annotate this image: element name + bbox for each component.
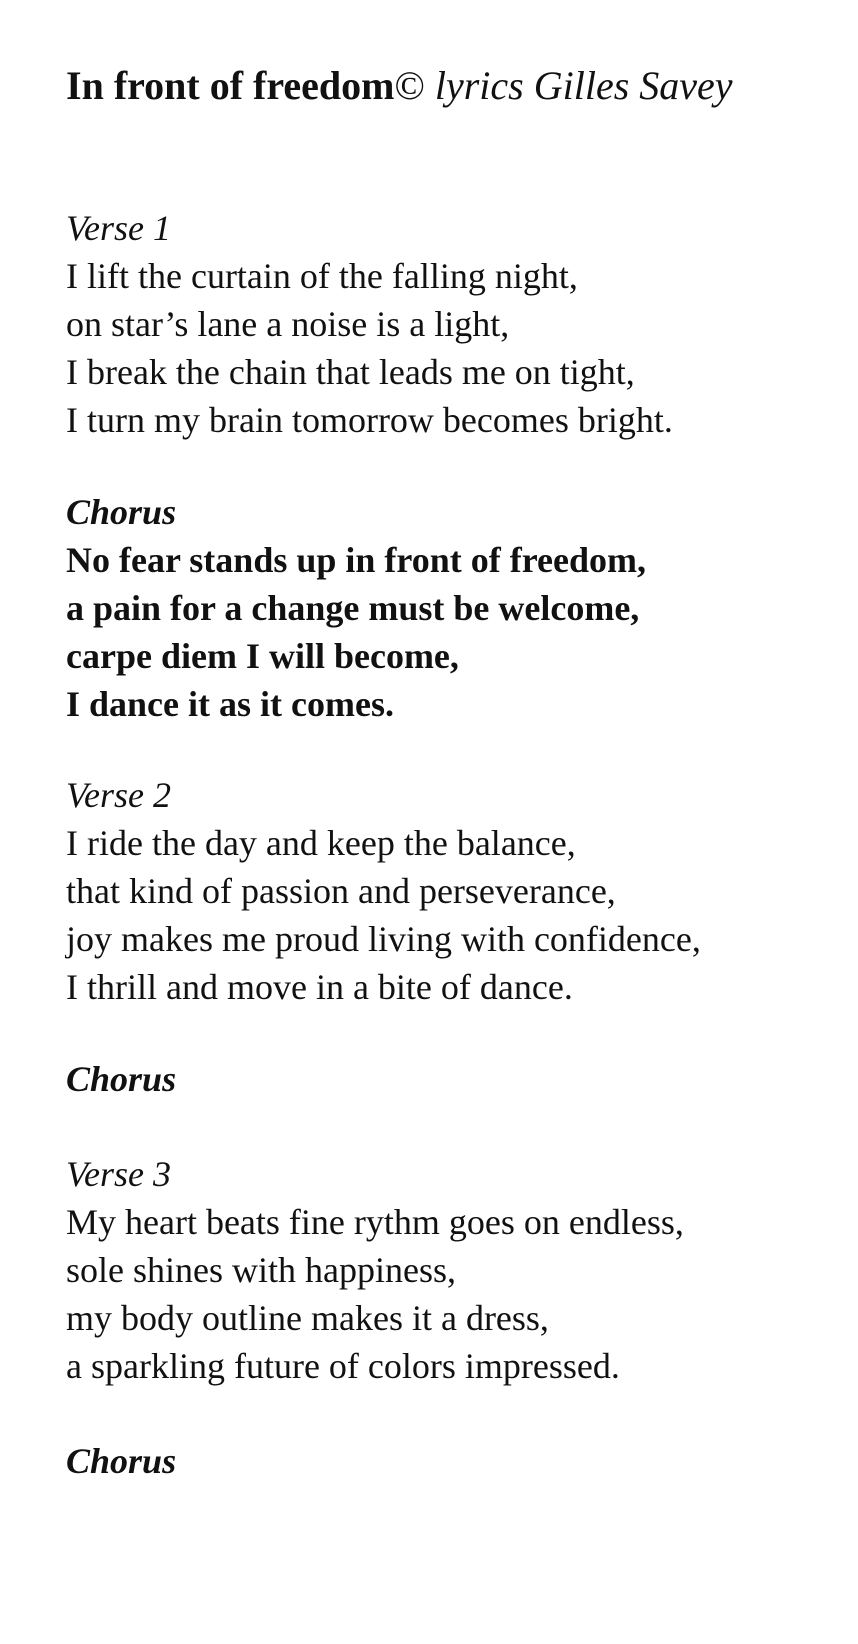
verse-2-line-1: I ride the day and keep the balance, bbox=[66, 823, 576, 863]
chorus-line-2: a pain for a change must be welcome, bbox=[66, 588, 640, 628]
verse-2-line-3: joy makes me proud living with confidence, bbox=[66, 919, 701, 959]
chorus-2 bbox=[66, 1055, 176, 1103]
verse-2-line-2: that kind of passion and perseverance, bbox=[66, 871, 616, 911]
verse-2 bbox=[66, 771, 701, 1011]
verse-2-label: Verse 2 bbox=[66, 775, 171, 815]
chorus-3 bbox=[66, 1437, 176, 1485]
chorus-line-1: No fear stands up in front of freedom, bbox=[66, 540, 647, 580]
verse-3-line-1: My heart beats fine rythm goes on endless, bbox=[66, 1202, 684, 1242]
chorus-line-4: I dance it as it comes. bbox=[66, 684, 394, 724]
verse-3-line-4: a sparkling future of colors impressed. bbox=[66, 1346, 620, 1386]
verse-2-line-4: I thrill and move in a bite of dance. bbox=[66, 967, 573, 1007]
verse-3-line-2: sole shines with happiness, bbox=[66, 1250, 456, 1290]
chorus-line-3: carpe diem I will become, bbox=[66, 636, 459, 676]
verse-1-line-2: on star’s lane a noise is a light, bbox=[66, 304, 510, 344]
chorus-3-label: Chorus bbox=[66, 1441, 177, 1481]
verse-1-line-4: I turn my brain tomorrow becomes bright. bbox=[66, 400, 673, 440]
copyright-symbol: © bbox=[394, 63, 425, 108]
lyricist-credit: lyrics Gilles Savey bbox=[424, 63, 733, 108]
verse-1-line-1: I lift the curtain of the falling night, bbox=[66, 256, 578, 296]
chorus-2-label: Chorus bbox=[66, 1059, 177, 1099]
chorus-1-label: Chorus bbox=[66, 492, 177, 532]
song-title bbox=[66, 62, 733, 110]
song-title-text: In front of freedom bbox=[66, 63, 395, 108]
verse-1 bbox=[66, 204, 673, 444]
verse-1-line-3: I break the chain that leads me on tight, bbox=[66, 352, 635, 392]
verse-3-label: Verse 3 bbox=[66, 1154, 171, 1194]
verse-3-line-3: my body outline makes it a dress, bbox=[66, 1298, 549, 1338]
verse-1-label: Verse 1 bbox=[66, 208, 171, 248]
verse-3 bbox=[66, 1150, 684, 1390]
chorus-1 bbox=[66, 488, 646, 728]
